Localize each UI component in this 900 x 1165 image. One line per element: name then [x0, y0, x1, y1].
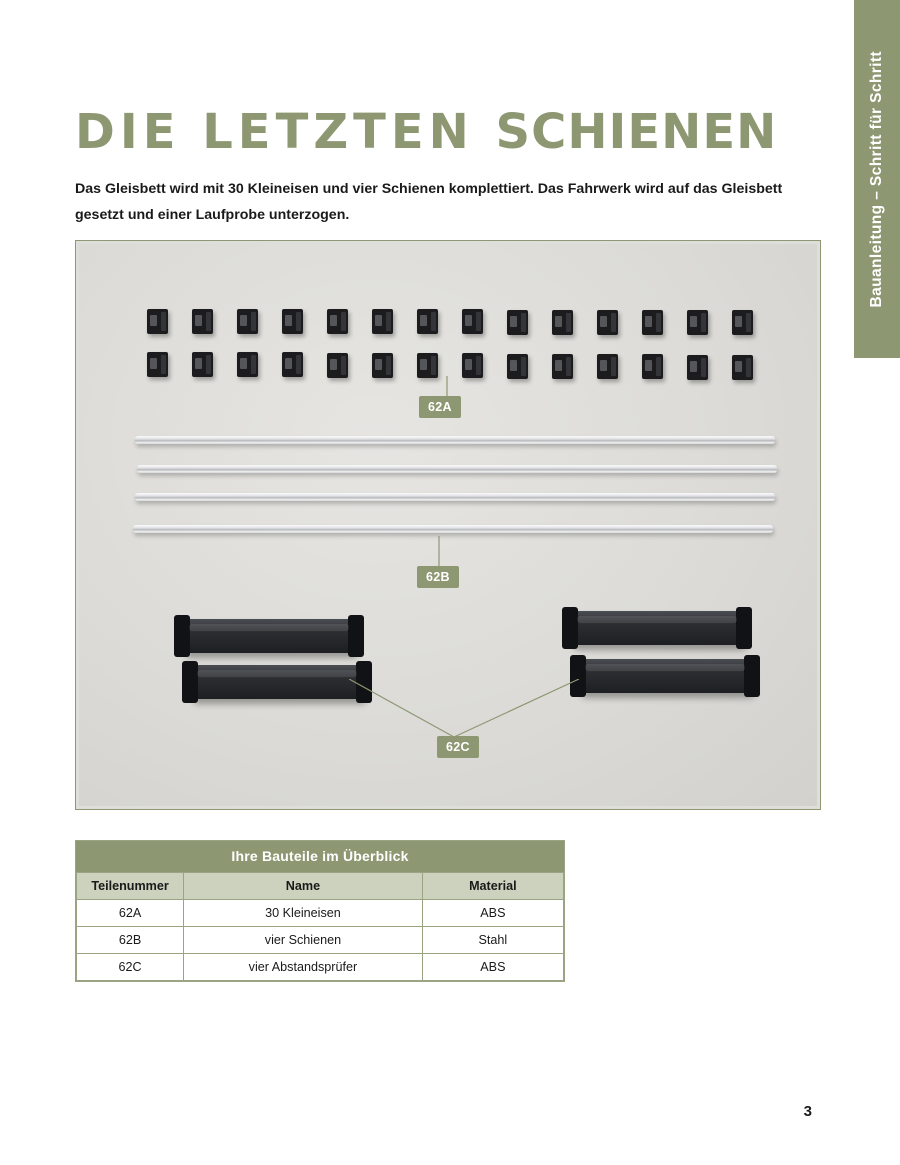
- callout-badge-62c: 62C: [437, 736, 479, 758]
- clip-part: [237, 352, 258, 377]
- clip-part: [372, 353, 393, 378]
- clip-part: [192, 352, 213, 377]
- rail-part: [137, 465, 777, 473]
- column-header-name: Name: [184, 873, 423, 900]
- cell-part-number: 62C: [77, 954, 184, 981]
- intro-paragraph: Das Gleisbett wird mit 30 Kleineisen und vier Schienen komplettiert. Das Fahrwerk wird auf das Gleisbett gesetzt und einer Laufprobe unterzogen.: [75, 181, 783, 224]
- clip-part: [642, 354, 663, 379]
- rail-part: [133, 525, 773, 533]
- clip-part: [327, 309, 348, 334]
- callout-leader-62b: [419, 536, 459, 566]
- spacer-gauge-part: [579, 659, 751, 693]
- clip-part: [507, 354, 528, 379]
- clip-part: [732, 355, 753, 380]
- column-header-material: Material: [422, 873, 563, 900]
- parts-table-wrapper: [75, 840, 565, 982]
- page-title-part2: SCHIENEN: [495, 104, 778, 161]
- parts-table-caption: Ihre Bauteile im Überblick: [76, 841, 564, 872]
- gauge-tab: [348, 615, 364, 657]
- gauge-tab: [736, 607, 752, 649]
- table-row: [77, 954, 564, 981]
- cell-part-number: 62B: [77, 927, 184, 954]
- page-title-part1: DIE LETZTEN: [75, 104, 496, 161]
- cell-part-number: 62A: [77, 900, 184, 927]
- clip-part: [552, 310, 573, 335]
- callout-leader-62c: [349, 679, 599, 741]
- clip-part: [462, 353, 483, 378]
- clip-part: [507, 310, 528, 335]
- spacer-gauge-part: [571, 611, 743, 645]
- spacer-gauge-part: [191, 665, 363, 699]
- gauge-tab: [174, 615, 190, 657]
- clip-part: [417, 353, 438, 378]
- clip-part: [687, 355, 708, 380]
- cell-part-material: ABS: [422, 900, 563, 927]
- clip-part: [147, 352, 168, 377]
- spacer-gauge-part: [183, 619, 355, 653]
- table-row: [77, 900, 564, 927]
- clip-part: [732, 310, 753, 335]
- gauge-sheen: [577, 616, 737, 623]
- gauge-sheen: [585, 664, 745, 671]
- clip-part: [237, 309, 258, 334]
- cell-part-material: ABS: [422, 954, 563, 981]
- cell-part-name: vier Abstandsprüfer: [184, 954, 423, 981]
- parts-table: [76, 841, 564, 981]
- photo-background: [79, 244, 817, 806]
- callout-badge-62b: 62B: [417, 566, 459, 588]
- cell-part-material: Stahl: [422, 927, 563, 954]
- clip-part: [282, 352, 303, 377]
- clip-part: [147, 309, 168, 334]
- gauge-tab: [182, 661, 198, 703]
- cell-part-name: 30 Kleineisen: [184, 900, 423, 927]
- clip-part: [417, 309, 438, 334]
- clip-part: [642, 310, 663, 335]
- clip-part: [327, 353, 348, 378]
- clip-part: [462, 309, 483, 334]
- side-tab-label: Bauanleitung – Schritt für Schritt: [868, 50, 885, 308]
- rail-part: [135, 436, 775, 444]
- table-header-row: [77, 873, 564, 900]
- page-number: 3: [803, 1103, 812, 1120]
- clip-part: [282, 309, 303, 334]
- gauge-sheen: [197, 670, 357, 677]
- rail-part: [135, 493, 775, 501]
- gauge-sheen: [189, 624, 349, 631]
- clip-part: [552, 354, 573, 379]
- clip-part: [597, 310, 618, 335]
- gauge-tab: [744, 655, 760, 697]
- table-row: [77, 927, 564, 954]
- parts-photo: [75, 240, 821, 810]
- cell-part-name: vier Schienen: [184, 927, 423, 954]
- clip-part: [597, 354, 618, 379]
- callout-badge-62a: 62A: [419, 396, 461, 418]
- page-title: [75, 104, 777, 160]
- clip-part: [372, 309, 393, 334]
- gauge-tab: [562, 607, 578, 649]
- clip-part: [192, 309, 213, 334]
- clip-part: [687, 310, 708, 335]
- column-header-teilenummer: Teilenummer: [77, 873, 184, 900]
